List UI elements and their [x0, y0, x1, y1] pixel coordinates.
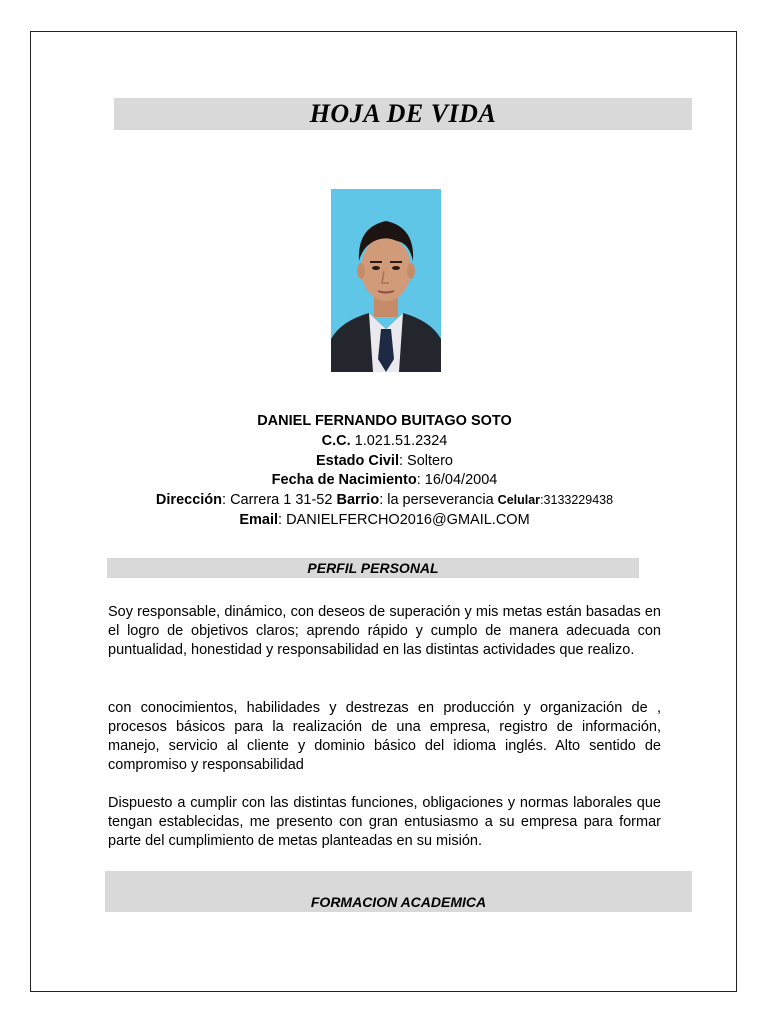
- address-line: [31, 491, 738, 511]
- page-title: HOJA DE VIDA: [309, 99, 497, 128]
- barrio-value: : la perseverancia: [379, 492, 498, 509]
- title-bar: [114, 98, 692, 130]
- id-line: [31, 432, 738, 452]
- resume-page: [30, 31, 737, 992]
- birth-value: : 16/04/2004: [416, 472, 498, 489]
- email-line: [31, 511, 738, 531]
- address-value: : Carrera 1 31-52: [222, 492, 337, 509]
- cc-value: 1.021.51.2324: [350, 432, 448, 449]
- formacion-title: FORMACION ACADEMICA: [310, 894, 487, 910]
- perfil-paragraph-2: con conocimientos, habilidades y destrezas en producción y organización de , procesos básicos para la realización de una empresa, registro de información, manejo, servicio al cliente y dominio básico del idioma inglés. Alto sentido de compromiso y responsabilidad: [108, 700, 661, 773]
- email-label: Email: [239, 511, 279, 528]
- barrio-label: Barrio: [336, 492, 380, 509]
- civil-status-line: [31, 452, 738, 472]
- birth-label: Fecha de Nacimiento: [271, 472, 417, 489]
- cell-value: :3133229438: [540, 493, 614, 508]
- civil-value: : Soltero: [399, 452, 453, 469]
- cell-label: Celular: [497, 493, 541, 508]
- profile-photo: [331, 189, 441, 372]
- personal-info: [31, 412, 738, 531]
- civil-label: Estado Civil: [316, 452, 399, 469]
- address-label: Dirección: [155, 492, 223, 509]
- formacion-section-header: [105, 871, 692, 912]
- birthdate-line: [31, 471, 738, 491]
- email-value: : DANIELFERCHO2016@GMAIL.COM: [278, 511, 530, 528]
- profile-photo-portrait: [331, 189, 441, 372]
- perfil-section-header: PERFIL PERSONAL: [107, 558, 639, 578]
- cc-label: C.C.: [321, 432, 351, 449]
- perfil-paragraph-3: Dispuesto a cumplir con las distintas funciones, obligaciones y normas laborales que tengan establecidas, me presento con gran entusiasmo a su empresa para formar parte del cumplimiento de metas planteadas en su misión.: [108, 795, 661, 849]
- perfil-paragraph-1: Soy responsable, dinámico, con deseos de superación y mis metas están basadas en el logro de objetivos claros; aprendo rápido y cumplo de manera adecuada con puntualidad, honestidad y responsabilidad en las distintas actividades que realizo.: [108, 604, 661, 658]
- person-name: DANIEL FERNANDO BUITAGO SOTO: [257, 413, 512, 429]
